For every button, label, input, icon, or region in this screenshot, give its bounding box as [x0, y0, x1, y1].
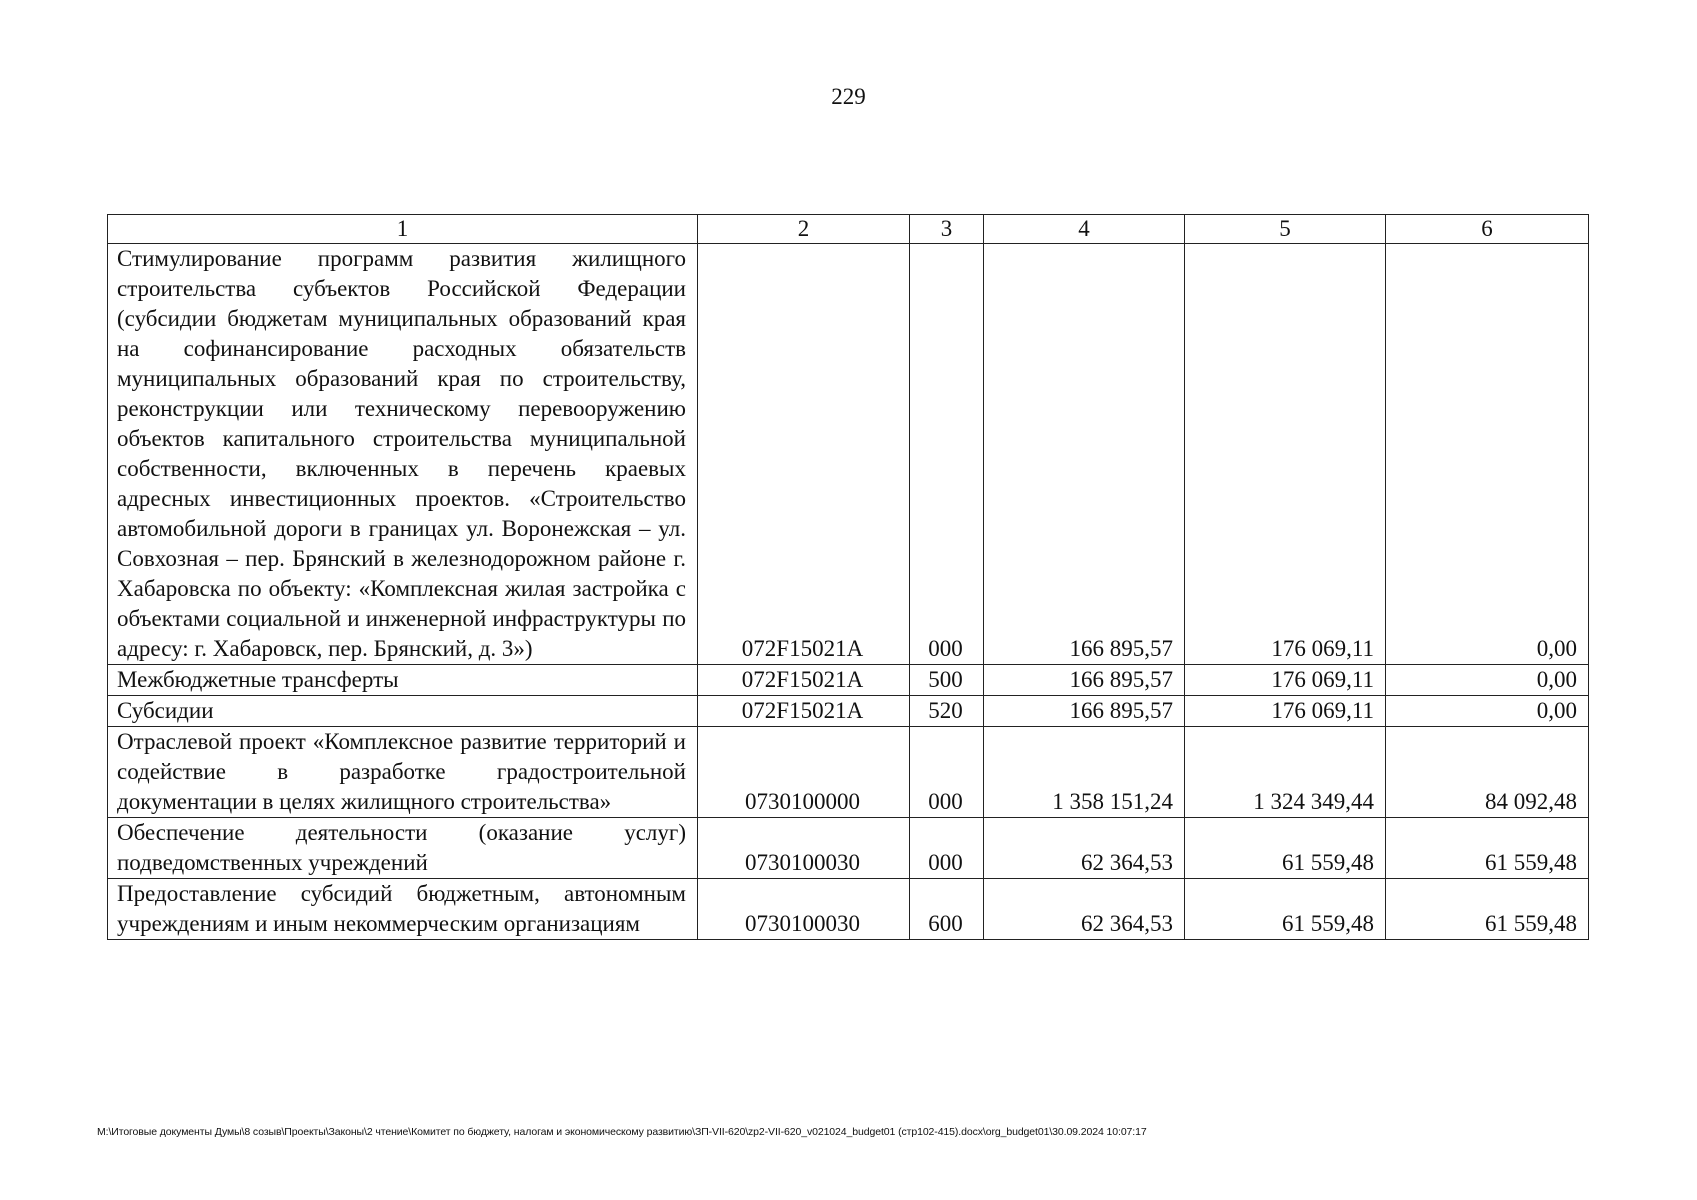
- row-description: Межбюджетные трансферты: [108, 665, 698, 696]
- row-amount-col5: 176 069,11: [1185, 244, 1386, 665]
- row-expense-type: 520: [910, 696, 984, 727]
- row-expense-type: 000: [910, 818, 984, 879]
- row-description: Отраслевой проект «Комплексное развитие территорий и содействие в разработке градостроительной документации в целях жилищного строительства»: [108, 727, 698, 818]
- row-amount-col4: 166 895,57: [984, 665, 1185, 696]
- column-header-1: 1: [108, 215, 698, 244]
- row-amount-col6: 0,00: [1386, 696, 1589, 727]
- row-expense-type: 000: [910, 727, 984, 818]
- row-expense-type: 000: [910, 244, 984, 665]
- column-header-3: 3: [910, 215, 984, 244]
- row-target-code: 0730100030: [698, 879, 910, 940]
- row-expense-type: 600: [910, 879, 984, 940]
- page-number: 229: [831, 84, 866, 109]
- row-amount-col5: 176 069,11: [1185, 665, 1386, 696]
- row-target-code: 072F15021А: [698, 696, 910, 727]
- row-amount-col6: 0,00: [1386, 665, 1589, 696]
- row-amount-col5: 61 559,48: [1185, 818, 1386, 879]
- row-description: Субсидии: [108, 696, 698, 727]
- table-row: [108, 818, 1589, 879]
- row-target-code: 0730100000: [698, 727, 910, 818]
- row-target-code: 072F15021А: [698, 244, 910, 665]
- column-header-6: 6: [1386, 215, 1589, 244]
- row-amount-col4: 166 895,57: [984, 696, 1185, 727]
- table-row: [108, 727, 1589, 818]
- row-amount-col5: 1 324 349,44: [1185, 727, 1386, 818]
- row-amount-col6: 61 559,48: [1386, 879, 1589, 940]
- row-target-code: 0730100030: [698, 818, 910, 879]
- row-amount-col4: 166 895,57: [984, 244, 1185, 665]
- table-header-row: [108, 215, 1589, 244]
- row-amount-col6: 0,00: [1386, 244, 1589, 665]
- row-amount-col5: 61 559,48: [1185, 879, 1386, 940]
- table-row: [108, 244, 1589, 665]
- table-row: [108, 665, 1589, 696]
- row-description: Стимулирование программ развития жилищного строительства субъектов Российской Федерации (субсидии бюджетам муниципальных образований края на софинансирование расходных обязательств муниципальных образований края по строительству, реконструкции или техническому перевооружению объектов капитального строительства муниципальной собственности, включенных в перечень краевых адресных инвестиционных проектов. «Строительство автомобильной дороги в границах ул. Воронежская – ул. Совхозная – пер. Брянский в железнодорожном районе г. Хабаровска по объекту: «Комплексная жилая застройка с объектами социальной и инженерной инфраструктуры по адресу: г. Хабаровск, пер. Брянский, д. 3»): [108, 244, 698, 665]
- row-amount-col6: 61 559,48: [1386, 818, 1589, 879]
- row-description: Обеспечение деятельности (оказание услуг) подведомственных учреждений: [108, 818, 698, 879]
- row-amount-col4: 1 358 151,24: [984, 727, 1185, 818]
- row-amount-col4: 62 364,53: [984, 818, 1185, 879]
- row-amount-col4: 62 364,53: [984, 879, 1185, 940]
- footer-file-path: M:\Итоговые документы Думы\8 созыв\Проекты\Законы\2 чтение\Комитет по бюджету, налогам и экономическому развитию\ЗП-VII-620\zp2-VII-620_v021024_budget01 (стр102-415).docx\org_budget01\30.09.2024 10:07:17: [97, 1126, 1147, 1138]
- column-header-2: 2: [698, 215, 910, 244]
- row-description: Предоставление субсидий бюджетным, автономным учреждениям и иным некоммерческим организациям: [108, 879, 698, 940]
- row-expense-type: 500: [910, 665, 984, 696]
- column-header-5: 5: [1185, 215, 1386, 244]
- row-target-code: 072F15021А: [698, 665, 910, 696]
- budget-table: [107, 214, 1589, 940]
- table-row: [108, 696, 1589, 727]
- table-row: [108, 879, 1589, 940]
- row-amount-col6: 84 092,48: [1386, 727, 1589, 818]
- row-amount-col5: 176 069,11: [1185, 696, 1386, 727]
- column-header-4: 4: [984, 215, 1185, 244]
